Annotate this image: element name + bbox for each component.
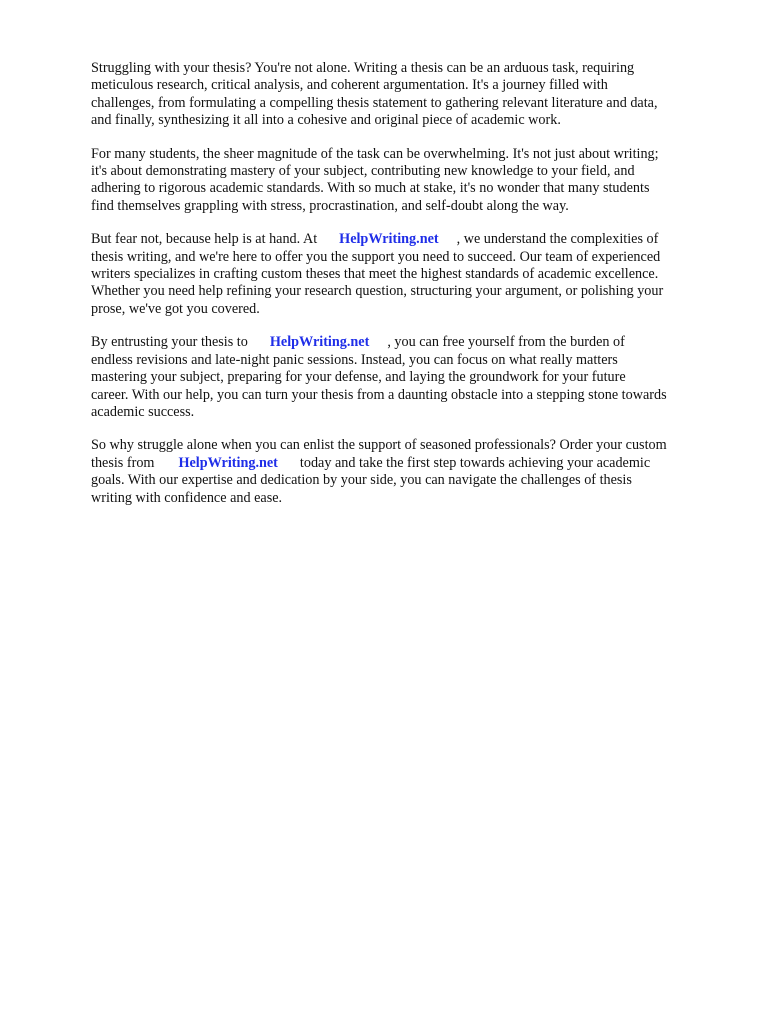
paragraph-entrusting xyxy=(91,334,726,421)
text-line: Struggling with your thesis? You're not alone. Writing a thesis can be an arduous task, requiring xyxy=(91,60,635,76)
text-line: mastering your subject, preparing for your defense, and laying the groundwork for your future xyxy=(91,369,626,386)
text-line: thesis writing, and we're here to offer you the support you need to succeed. Our team of experienced xyxy=(91,248,661,265)
text-line: meticulous research, critical analysis, and coherent argumentation. It's a journey filled with xyxy=(91,77,608,94)
text-line: career. With our help, you can turn your thesis from a daunting obstacle into a stepping stone towards xyxy=(91,386,667,403)
helpwriting-link[interactable]: HelpWriting.net xyxy=(269,334,370,351)
text-line: writing with confidence and ease. xyxy=(91,489,283,506)
text-line: goals. With our expertise and dedication by your side, you can navigate the challenges of thesis xyxy=(91,472,632,489)
text-line: writers specializes in crafting custom theses that meet the highest standards of academic excellence. xyxy=(91,266,659,283)
line-text: , you can free yourself from the burden of xyxy=(387,334,625,351)
text-line: adhering to rigorous academic standards. With so much at stake, it's no wonder that many students xyxy=(91,180,650,197)
paragraph-overwhelming xyxy=(91,146,726,216)
line-text: today and take the first step towards achieving your academic xyxy=(299,454,651,471)
text-line: and finally, synthesizing it all into a cohesive and original piece of academic work. xyxy=(91,112,561,129)
document-page xyxy=(91,60,726,523)
text-line xyxy=(91,334,726,351)
text-line: prose, we've got you covered. xyxy=(91,300,260,317)
text-line: challenges, from formulating a compelling thesis statement to gathering relevant literature and data, xyxy=(91,94,658,111)
line-text: , we understand the complexities of xyxy=(456,231,659,248)
text-line: it's about demonstrating mastery of your subject, contributing new knowledge to your field, and xyxy=(91,163,635,180)
text-line xyxy=(91,455,726,472)
line-text: thesis from xyxy=(91,454,155,471)
paragraph-help-at-hand xyxy=(91,231,726,318)
paragraph-call-to-action xyxy=(91,437,726,507)
text-line: endless revisions and late-night panic sessions. Instead, you can focus on what really matters xyxy=(91,351,618,368)
text-line: Whether you need help refining your research question, structuring your argument, or polishing your xyxy=(91,283,664,300)
text-line: find themselves grappling with stress, procrastination, and self-doubt along the way. xyxy=(91,197,569,214)
text-line: So why struggle alone when you can enlist the support of seasoned professionals? Order your custom xyxy=(91,437,667,454)
text-line: For many students, the sheer magnitude of the task can be overwhelming. It's not just about writing; xyxy=(91,145,659,162)
text-line: academic success. xyxy=(91,403,195,420)
helpwriting-link[interactable]: HelpWriting.net xyxy=(339,231,439,248)
helpwriting-link[interactable]: HelpWriting.net xyxy=(178,454,278,471)
paragraph-intro xyxy=(91,60,726,130)
line-text: By entrusting your thesis to xyxy=(91,334,248,351)
line-text: But fear not, because help is at hand. At xyxy=(91,231,318,248)
text-line xyxy=(91,231,726,248)
